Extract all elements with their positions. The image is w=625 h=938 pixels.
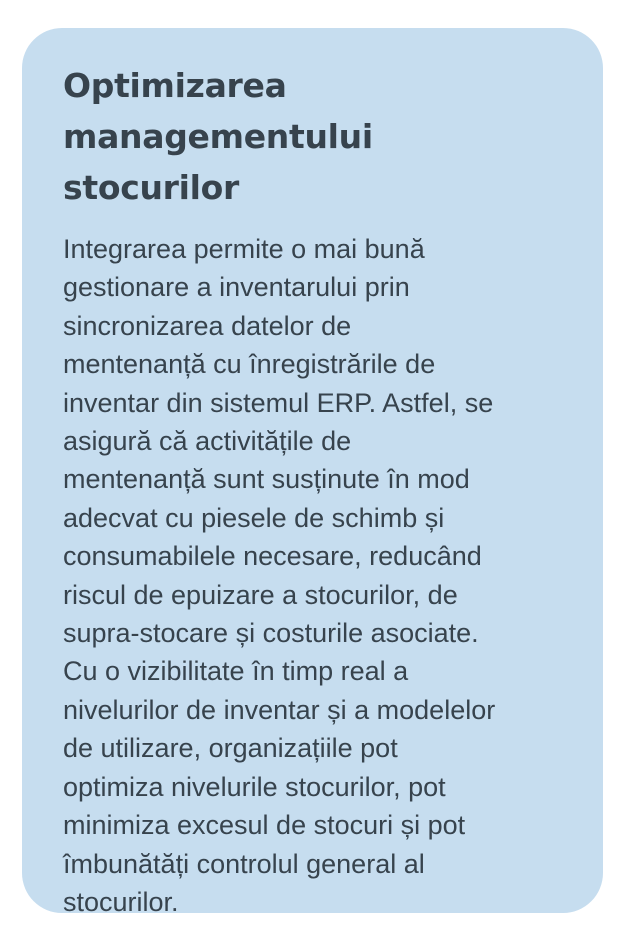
card-body-line: supra-stocare și costurile asociate. xyxy=(63,618,479,649)
card-title-line: stocurilor xyxy=(63,168,239,207)
card-title-line: managementului xyxy=(63,117,373,156)
card-body-line: Cu o vizibilitate în timp real a xyxy=(63,656,409,687)
card-title xyxy=(63,60,563,213)
card-body-line: Integrarea permite o mai bună xyxy=(63,234,425,264)
card-body-line: adecvat cu piesele de schimb și xyxy=(63,502,445,533)
card-title-line: Optimizarea xyxy=(63,66,287,105)
card-body-line: nivelurilor de inventar și a modelelor xyxy=(63,694,496,725)
card-body-line: stocurilor. xyxy=(63,886,179,913)
card-body-line: mentenanță sunt susținute în mod xyxy=(63,464,470,495)
card-body-line: minimiza excesul de stocuri și pot xyxy=(63,810,466,841)
card-body-line: mentenanță cu înregistrările de xyxy=(63,349,436,380)
card-body-line: riscul de epuizare a stocurilor, de xyxy=(63,579,458,610)
info-card xyxy=(22,28,603,913)
card-body-line: consumabilele necesare, reducând xyxy=(63,541,482,572)
card-body xyxy=(63,230,583,913)
card-body-line: asigură că activitățile de xyxy=(63,426,352,457)
card-body-line: inventar din sistemul ERP. Astfel, se xyxy=(63,387,494,418)
card-body-line: îmbunătăți controlul general al xyxy=(63,848,425,879)
card-body-line: optimiza nivelurile stocurilor, pot xyxy=(63,771,446,802)
card-body-line: sincronizarea datelor de xyxy=(63,310,352,341)
card-body-line: gestionare a inventarului prin xyxy=(63,272,410,303)
card-body-line: de utilizare, organizațiile pot xyxy=(63,733,398,764)
